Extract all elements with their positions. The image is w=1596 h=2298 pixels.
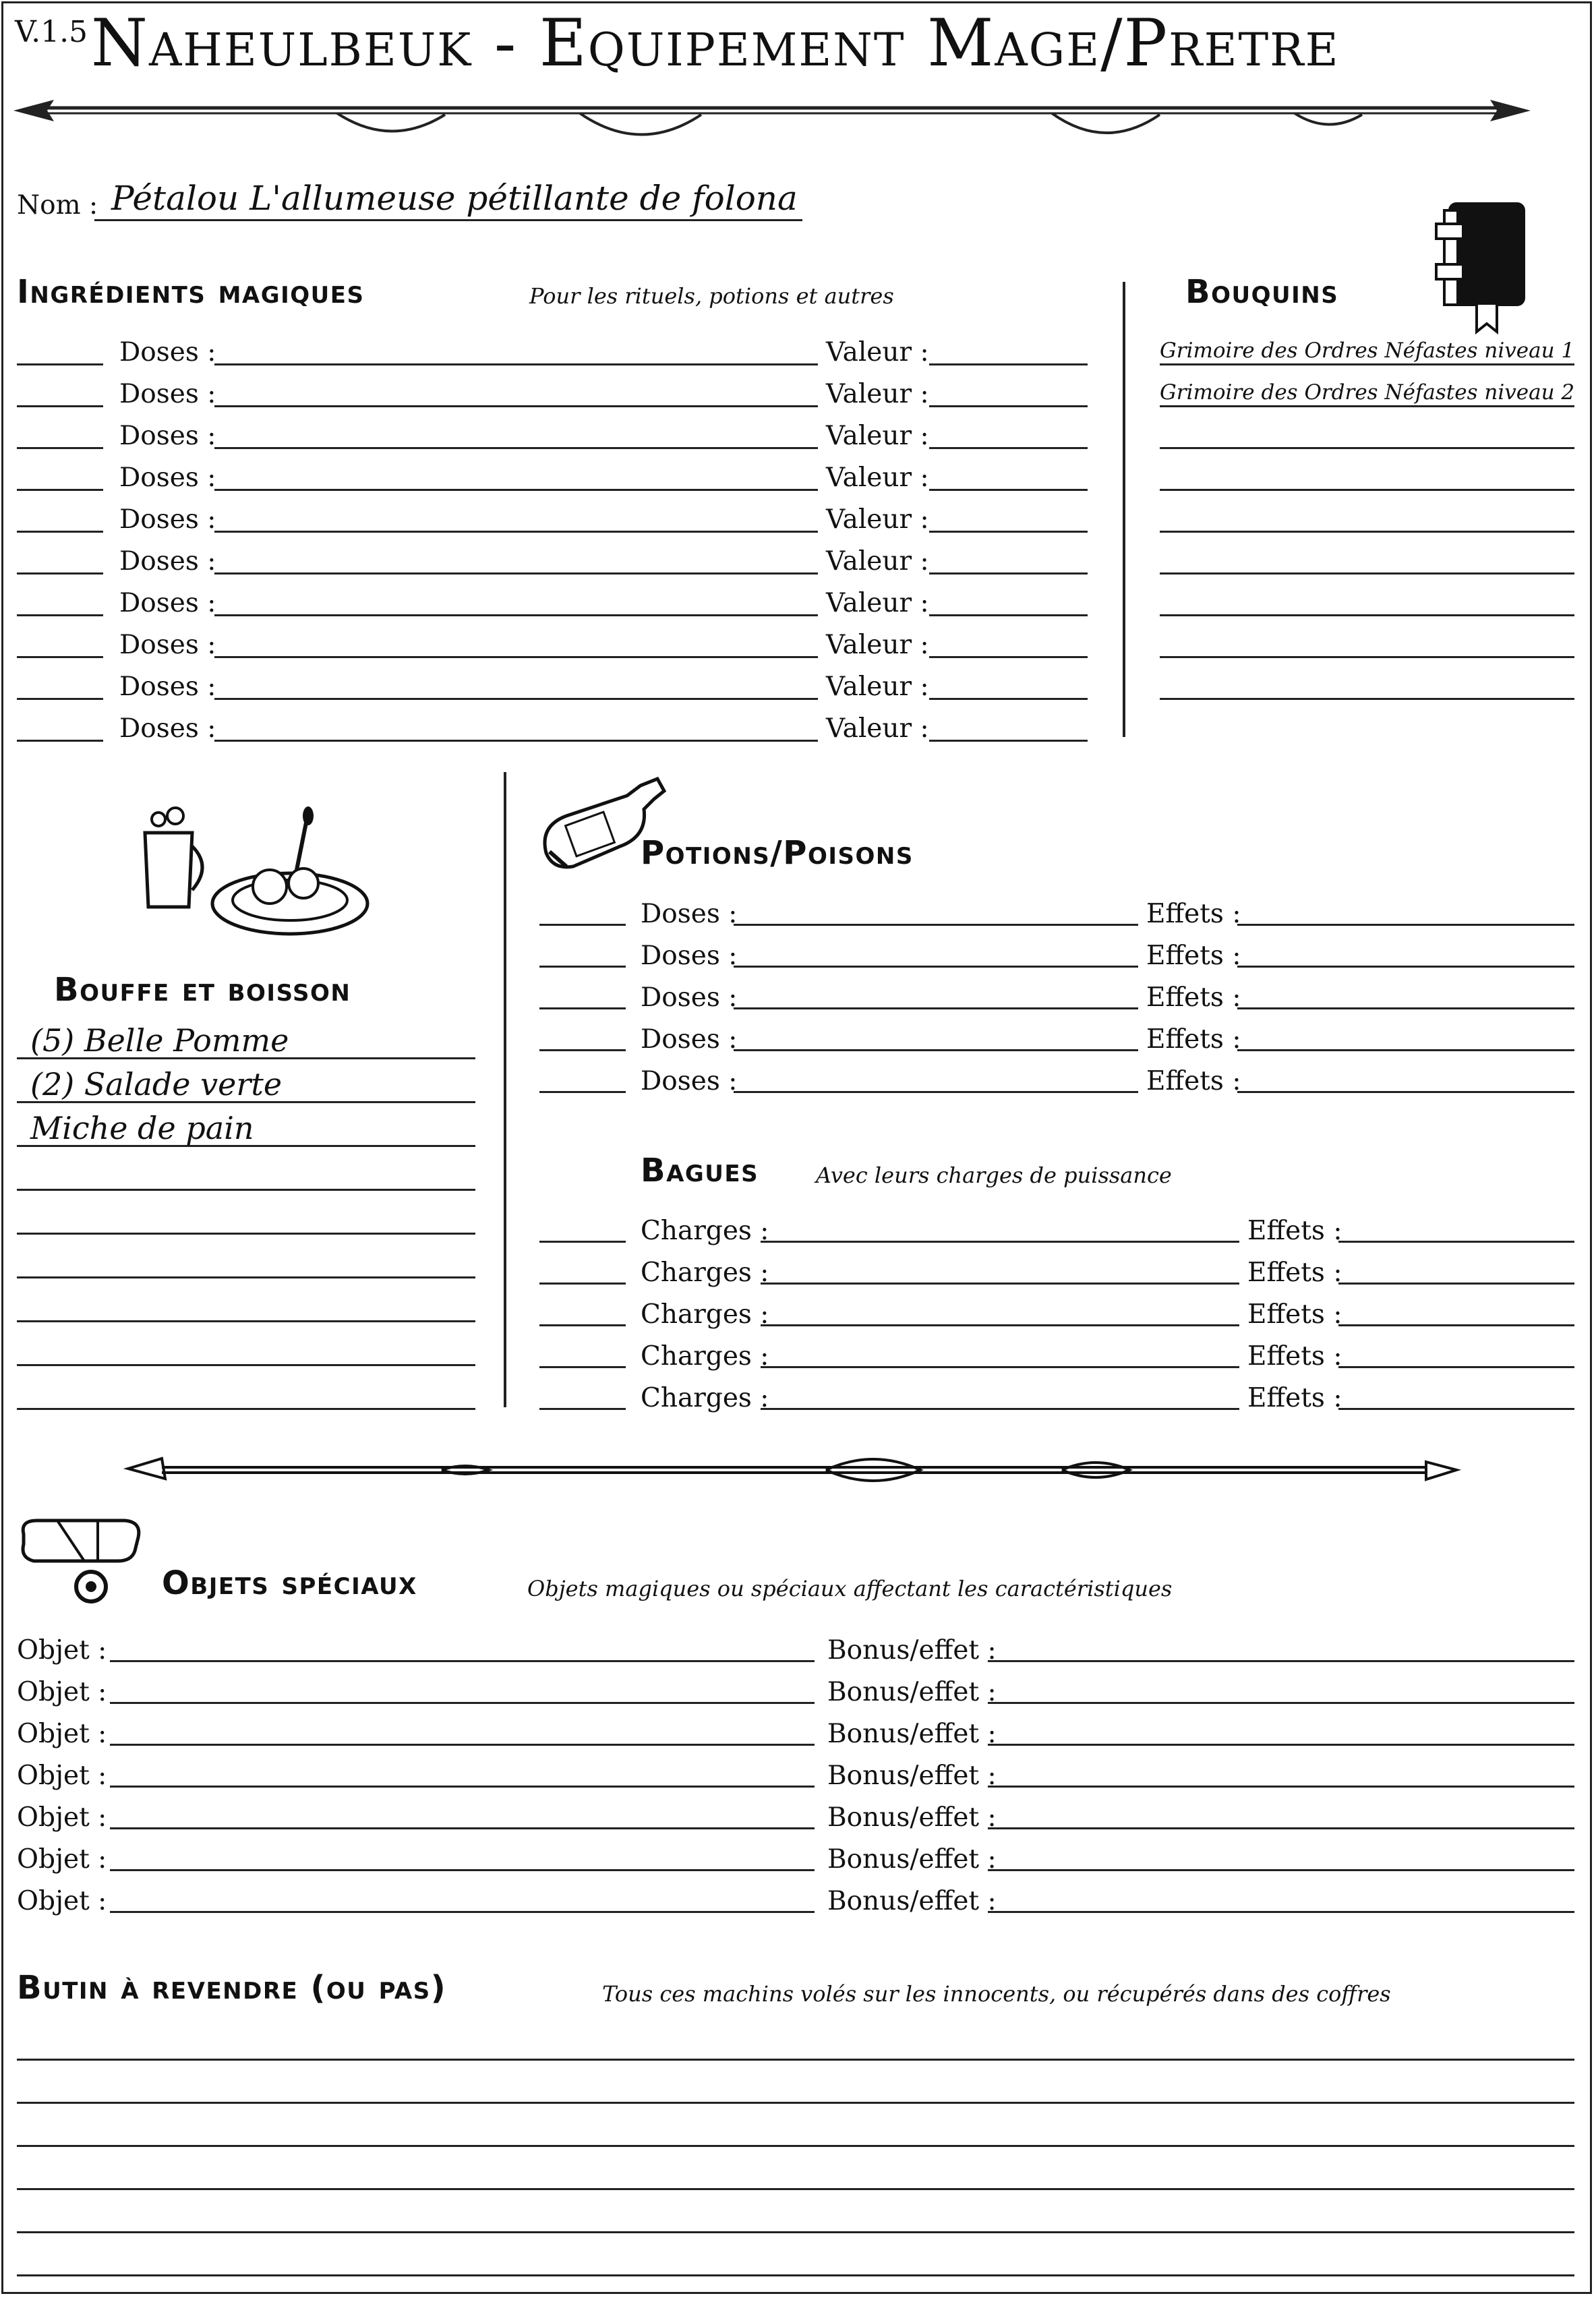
doses-label: Doses :: [119, 463, 216, 493]
book-icon: [1436, 197, 1544, 332]
bonus-label: Bonus/effet :: [827, 1635, 997, 1666]
spear-divider: [13, 88, 1531, 148]
bonus-label: Bonus/effet :: [827, 1886, 997, 1916]
potion-effect-field[interactable]: [1237, 1091, 1574, 1093]
ingredient-value-field[interactable]: [929, 405, 1088, 407]
objet-label: Objet :: [17, 1886, 107, 1916]
potion-name-field[interactable]: [734, 1007, 1138, 1009]
potion-effets-label: Effets :: [1146, 1024, 1241, 1055]
ingredient-value-field[interactable]: [929, 531, 1088, 533]
page-title: Naheulbeuk - Equipement Mage/Pretre: [91, 5, 1340, 81]
objet-field[interactable]: [110, 1827, 815, 1829]
potion-name-field[interactable]: [734, 1091, 1138, 1093]
bague-effect-field[interactable]: [1338, 1366, 1574, 1368]
doses-label: Doses :: [119, 379, 216, 409]
objet-label: Objet :: [17, 1677, 107, 1707]
ingredients-title: Ingrédients magiques: [17, 273, 365, 311]
bague-name-field[interactable]: [761, 1408, 1239, 1410]
potion-name-field[interactable]: [734, 1049, 1138, 1051]
valeur-label: Valeur :: [826, 504, 929, 535]
bague-qty-field[interactable]: [539, 1408, 626, 1410]
bonus-label: Bonus/effet :: [827, 1761, 997, 1791]
bague-effets-label: Effets :: [1247, 1299, 1342, 1330]
bonus-field[interactable]: [988, 1786, 1574, 1788]
bouffe-field-line: [17, 1276, 475, 1278]
bouffe-field[interactable]: Miche de pain: [30, 1110, 254, 1146]
bonus-field[interactable]: [988, 1869, 1574, 1871]
ingredient-value-field[interactable]: [929, 572, 1088, 574]
bouquin-field[interactable]: Grimoire des Ordres Néfastes niveau 1: [1160, 338, 1575, 363]
ingredient-value-field[interactable]: [929, 698, 1088, 700]
objet-label: Objet :: [17, 1802, 107, 1833]
potion-effect-field[interactable]: [1237, 1007, 1574, 1009]
food-icon: [138, 806, 374, 941]
valeur-label: Valeur :: [826, 713, 929, 744]
objet-field[interactable]: [110, 1869, 815, 1871]
ingredient-qty-field[interactable]: [17, 740, 103, 742]
bouffe-field-line: [17, 1233, 475, 1235]
bonus-label: Bonus/effet :: [827, 1719, 997, 1749]
ingredient-qty-field[interactable]: [17, 698, 103, 700]
butin-field[interactable]: [17, 2231, 1574, 2233]
butin-field[interactable]: [17, 2188, 1574, 2190]
ingredient-value-field[interactable]: [929, 489, 1088, 491]
ingredient-name-field[interactable]: [214, 447, 818, 449]
bague-qty-field[interactable]: [539, 1241, 626, 1243]
ingredient-qty-field[interactable]: [17, 656, 103, 658]
butin-field[interactable]: [17, 2274, 1574, 2276]
bague-effect-field[interactable]: [1338, 1283, 1574, 1285]
bonus-field[interactable]: [988, 1702, 1574, 1704]
bague-name-field[interactable]: [761, 1241, 1239, 1243]
potion-effets-label: Effets :: [1146, 1066, 1241, 1096]
bague-effect-field[interactable]: [1338, 1408, 1574, 1410]
bague-name-field[interactable]: [761, 1324, 1239, 1326]
bouffe-field[interactable]: (5) Belle Pomme: [30, 1022, 289, 1059]
ingredient-value-field[interactable]: [929, 614, 1088, 616]
ingredient-qty-field[interactable]: [17, 447, 103, 449]
doses-label: Doses :: [119, 588, 216, 618]
bouquins-title: Bouquins: [1185, 273, 1339, 311]
ingredient-name-field[interactable]: [214, 363, 818, 365]
bouquin-field-line: [1160, 572, 1574, 574]
charges-label: Charges :: [641, 1299, 769, 1330]
objet-field[interactable]: [110, 1702, 815, 1704]
bonus-label: Bonus/effet :: [827, 1802, 997, 1833]
valeur-label: Valeur :: [826, 463, 929, 493]
bague-qty-field[interactable]: [539, 1366, 626, 1368]
ingredient-name-field[interactable]: [214, 405, 818, 407]
ingredient-value-field[interactable]: [929, 656, 1088, 658]
valeur-label: Valeur :: [826, 630, 929, 660]
potion-doses-label: Doses :: [641, 1024, 738, 1055]
charges-label: Charges :: [641, 1341, 769, 1372]
potion-effect-field[interactable]: [1237, 966, 1574, 968]
bouquin-field-line: [1160, 656, 1574, 658]
bonus-label: Bonus/effet :: [827, 1844, 997, 1875]
bouquin-field-line: [1160, 698, 1574, 700]
ingredient-name-field[interactable]: [214, 656, 818, 658]
potion-doses-label: Doses :: [641, 982, 738, 1013]
nom-field[interactable]: Pétalou L'allumeuse pétillante de folona: [111, 179, 798, 218]
bague-qty-field[interactable]: [539, 1324, 626, 1326]
butin-field[interactable]: [17, 2102, 1574, 2104]
potion-qty-field[interactable]: [539, 924, 626, 926]
potion-effets-label: Effets :: [1146, 899, 1241, 929]
bouquin-field-line: [1160, 363, 1574, 365]
ingredient-qty-field[interactable]: [17, 363, 103, 365]
bague-effect-field[interactable]: [1338, 1324, 1574, 1326]
objet-label: Objet :: [17, 1719, 107, 1749]
bonus-field[interactable]: [988, 1911, 1574, 1913]
potions-title: Potions/Poisons: [641, 834, 914, 872]
bouquin-field-line: [1160, 531, 1574, 533]
bagues-subtitle: Avec leurs charges de puissance: [816, 1162, 1172, 1188]
column-divider: [1123, 282, 1125, 737]
nom-label: Nom :: [17, 190, 98, 220]
doses-label: Doses :: [119, 713, 216, 744]
bouquin-field[interactable]: Grimoire des Ordres Néfastes niveau 2: [1160, 380, 1575, 405]
valeur-label: Valeur :: [826, 672, 929, 702]
objet-label: Objet :: [17, 1761, 107, 1791]
version-label: V.1.5: [15, 15, 88, 49]
potion-qty-field[interactable]: [539, 1091, 626, 1093]
potion-effets-label: Effets :: [1146, 941, 1241, 971]
bonus-label: Bonus/effet :: [827, 1677, 997, 1707]
bague-qty-field[interactable]: [539, 1283, 626, 1285]
objet-field[interactable]: [110, 1744, 815, 1746]
valeur-label: Valeur :: [826, 379, 929, 409]
bague-name-field[interactable]: [761, 1283, 1239, 1285]
doses-label: Doses :: [119, 504, 216, 535]
valeur-label: Valeur :: [826, 588, 929, 618]
potion-name-field[interactable]: [734, 966, 1138, 968]
potion-doses-label: Doses :: [641, 899, 738, 929]
objet-label: Objet :: [17, 1635, 107, 1666]
potion-name-field[interactable]: [734, 924, 1138, 926]
ingredient-name-field[interactable]: [214, 740, 818, 742]
ingredient-qty-field[interactable]: [17, 489, 103, 491]
doses-label: Doses :: [119, 630, 216, 660]
butin-subtitle: Tous ces machins volés sur les innocents, ou récupérés dans des coffres: [602, 1981, 1391, 2007]
valeur-label: Valeur :: [826, 337, 929, 367]
ingredients-subtitle: Pour les rituels, potions et autres: [529, 283, 894, 309]
charges-label: Charges :: [641, 1383, 769, 1413]
bouquin-field-line: [1160, 614, 1574, 616]
butin-field[interactable]: [17, 2059, 1574, 2061]
potion-effets-label: Effets :: [1146, 982, 1241, 1013]
potion-qty-field[interactable]: [539, 966, 626, 968]
bague-effets-label: Effets :: [1247, 1341, 1342, 1372]
bague-effets-label: Effets :: [1247, 1216, 1342, 1246]
ingredient-name-field[interactable]: [214, 531, 818, 533]
bouffe-field-line: [17, 1320, 475, 1322]
bouffe-field-line: [17, 1364, 475, 1366]
bouquin-field-line: [1160, 405, 1574, 407]
ingredient-value-field[interactable]: [929, 740, 1088, 742]
doses-label: Doses :: [119, 546, 216, 577]
bonus-field[interactable]: [988, 1744, 1574, 1746]
bagues-title: Bagues: [641, 1152, 759, 1189]
bouquin-field-line: [1160, 489, 1574, 491]
bague-effets-label: Effets :: [1247, 1258, 1342, 1288]
ingredient-name-field[interactable]: [214, 572, 818, 574]
objet-field[interactable]: [110, 1660, 815, 1662]
doses-label: Doses :: [119, 421, 216, 451]
ingredient-qty-field[interactable]: [17, 572, 103, 574]
ingredient-qty-field[interactable]: [17, 531, 103, 533]
valeur-label: Valeur :: [826, 421, 929, 451]
objet-field[interactable]: [110, 1911, 815, 1913]
ingredient-name-field[interactable]: [214, 489, 818, 491]
butin-field[interactable]: [17, 2145, 1574, 2147]
ingredient-qty-field[interactable]: [17, 614, 103, 616]
bouffe-title: Bouffe et boisson: [54, 971, 351, 1009]
potion-qty-field[interactable]: [539, 1049, 626, 1051]
charges-label: Charges :: [641, 1258, 769, 1288]
scroll-ring-icon: [17, 1514, 152, 1608]
bague-effect-field[interactable]: [1338, 1241, 1574, 1243]
ingredient-value-field[interactable]: [929, 447, 1088, 449]
staff-divider: [125, 1448, 1460, 1496]
ingredient-qty-field[interactable]: [17, 405, 103, 407]
bonus-field[interactable]: [988, 1827, 1574, 1829]
bague-name-field[interactable]: [761, 1366, 1239, 1368]
bouffe-field[interactable]: (2) Salade verte: [30, 1066, 283, 1102]
doses-label: Doses :: [119, 672, 216, 702]
bonus-field[interactable]: [988, 1660, 1574, 1662]
column-divider-2: [504, 772, 506, 1407]
bouquin-field-line: [1160, 447, 1574, 449]
ingredient-name-field[interactable]: [214, 614, 818, 616]
potion-qty-field[interactable]: [539, 1007, 626, 1009]
potion-doses-label: Doses :: [641, 1066, 738, 1096]
objet-label: Objet :: [17, 1844, 107, 1875]
potion-effect-field[interactable]: [1237, 1049, 1574, 1051]
bague-effets-label: Effets :: [1247, 1383, 1342, 1413]
charges-label: Charges :: [641, 1216, 769, 1246]
potion-effect-field[interactable]: [1237, 924, 1574, 926]
bouffe-field-line: [17, 1408, 475, 1410]
objets-title: Objets spéciaux: [162, 1564, 417, 1602]
ingredient-value-field[interactable]: [929, 363, 1088, 365]
objets-subtitle: Objets magiques ou spéciaux affectant les caractéristiques: [527, 1576, 1173, 1601]
butin-title: Butin à revendre (ou pas): [17, 1969, 447, 2007]
potion-doses-label: Doses :: [641, 941, 738, 971]
doses-label: Doses :: [119, 337, 216, 367]
nom-field-line: [94, 219, 802, 221]
ingredient-name-field[interactable]: [214, 698, 818, 700]
bouffe-field-line: [17, 1189, 475, 1191]
valeur-label: Valeur :: [826, 546, 929, 577]
objet-field[interactable]: [110, 1786, 815, 1788]
